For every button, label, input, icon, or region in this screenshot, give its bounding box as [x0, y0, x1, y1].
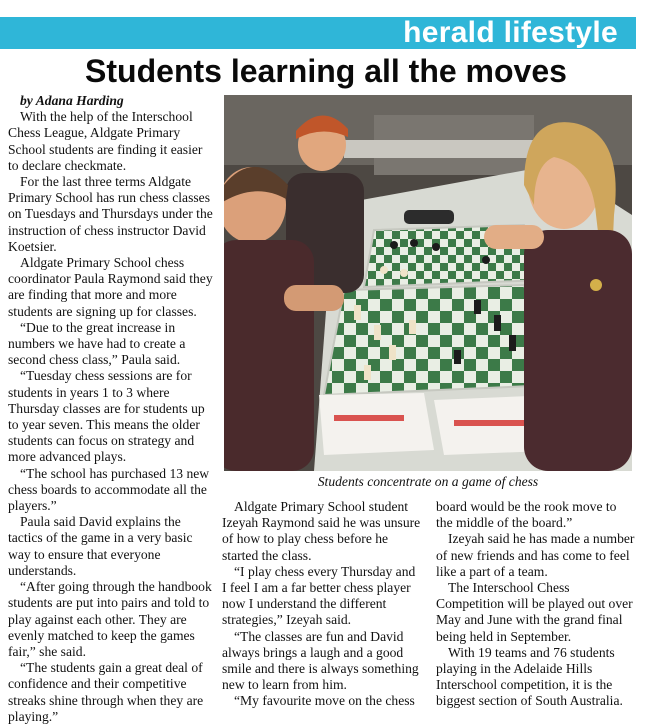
- paragraph: “After going through the handbook students are put into pairs and told to play against each other. They are evenly matched to keep the games fair,” she said.: [8, 579, 212, 659]
- article-column-2: [222, 499, 422, 710]
- article-column-3: [436, 499, 636, 710]
- chess-class-photo: [224, 95, 632, 471]
- paragraph: “The school has purchased 13 new chess boards to accommodate all the players.”: [8, 465, 210, 514]
- section-title: herald lifestyle: [403, 16, 618, 49]
- paragraph: board would be the rook move to the middle of the board.”: [436, 499, 617, 531]
- paragraph: With 19 teams and 76 students playing in the Adelaide Hills Interschool competition, it is the biggest section of South Australia.: [436, 644, 623, 709]
- article-photo: [224, 95, 632, 471]
- paragraph: Izeyah said he has made a number of new friends and has come to feel like a part of a team.: [436, 531, 635, 579]
- paragraph: The Interschool Chess Competition will be played out over May and June with the grand final being held in September.: [436, 580, 633, 644]
- paragraph: For the last three terms Aldgate Primary School has run chess classes on Tuesdays and Thursdays under the instruction of chess instructor David Koetsier.: [8, 174, 213, 254]
- paragraph: “I play chess every Thursday and I feel I am a far better chess player now I understand the different strategies,” Izeyah said.: [222, 563, 416, 628]
- paragraph: Aldgate Primary School student Izeyah Raymond said he was unsure of how to play chess before he started the class.: [222, 499, 421, 563]
- article-headline: Students learning all the moves: [85, 53, 567, 89]
- paragraph: “Due to the great increase in numbers we have had to create a second chess class,” Paula said.: [8, 319, 186, 368]
- byline: by Adana Harding: [20, 93, 124, 108]
- paragraph: “My favourite move on the chess: [234, 693, 415, 709]
- article-column-1: [8, 93, 216, 725]
- paragraph: “The students gain a great deal of confidence and their competitive streaks shine through when they are playing.”: [8, 660, 204, 724]
- photo-caption: Students concentrate on a game of chess: [317, 474, 539, 489]
- paragraph: Paula said David explains the tactics of the game in a very basic way to ensure that everyone understands.: [8, 514, 193, 578]
- paragraph: “The classes are fun and David always brings a laugh and a good smile and there is always something new to learn from him.: [222, 628, 419, 693]
- section-banner: [0, 17, 636, 49]
- paragraph: “Tuesday chess sessions are for students in years 1 to 3 where Thursday classes are for students up to year seven. This means the older students can focus on strategy and more advanced plays.: [8, 368, 205, 465]
- paragraph: With the help of the Interschool Chess League, Aldgate Primary School students are finding it easier to declare checkmate.: [8, 109, 203, 173]
- paragraph: Aldgate Primary School chess coordinator Paula Raymond said they are finding that more and more students are signing up for classes.: [8, 255, 213, 319]
